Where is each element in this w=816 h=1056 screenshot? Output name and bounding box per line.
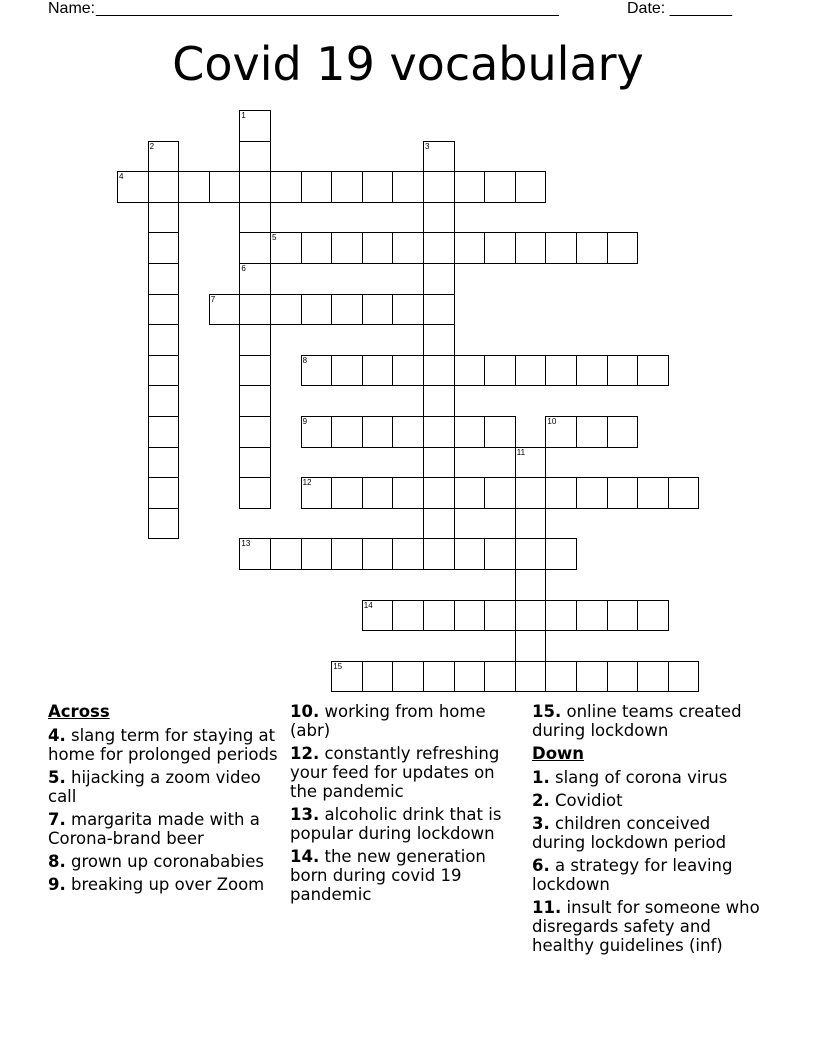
clue-text: working from home (abr) bbox=[290, 702, 486, 740]
crossword-cell[interactable] bbox=[331, 355, 363, 387]
clue-number-label: 3 bbox=[425, 141, 430, 151]
crossword-cell[interactable] bbox=[423, 447, 455, 479]
crossword-cell[interactable] bbox=[545, 477, 577, 509]
clue-text: slang term for staying at home for prolonged periods bbox=[48, 726, 278, 764]
crossword-cell[interactable] bbox=[392, 600, 424, 632]
crossword-cell[interactable] bbox=[484, 232, 516, 264]
crossword-cell[interactable] bbox=[484, 355, 516, 387]
crossword-cell[interactable] bbox=[148, 385, 180, 417]
crossword-cell[interactable] bbox=[454, 600, 486, 632]
crossword-cell[interactable] bbox=[423, 232, 455, 264]
crossword-cell[interactable] bbox=[148, 263, 180, 295]
clue-number: 13. bbox=[290, 805, 320, 824]
crossword-cell[interactable] bbox=[148, 232, 180, 264]
crossword-cell[interactable] bbox=[239, 385, 271, 417]
crossword-cell[interactable] bbox=[423, 171, 455, 203]
clue-number-label: 11 bbox=[516, 447, 526, 457]
name-line[interactable]: ____________________________________________________ bbox=[96, 0, 559, 17]
crossword-cell[interactable] bbox=[423, 324, 455, 356]
across-clue bbox=[290, 847, 520, 904]
crossword-cell[interactable] bbox=[331, 294, 363, 326]
across-clue bbox=[532, 702, 762, 740]
clue-number: 8. bbox=[48, 852, 66, 871]
clue-number: 9. bbox=[48, 875, 66, 894]
crossword-cell[interactable] bbox=[576, 661, 608, 693]
clue-text: children conceived during lockdown period bbox=[532, 814, 727, 852]
crossword-cell[interactable] bbox=[239, 324, 271, 356]
crossword-cell[interactable] bbox=[515, 447, 547, 479]
crossword-cell[interactable] bbox=[454, 538, 486, 570]
clue-text: margarita made with a Corona-brand beer bbox=[48, 810, 260, 848]
down-clue bbox=[532, 814, 762, 852]
crossword-cell[interactable] bbox=[392, 171, 424, 203]
down-clue bbox=[532, 791, 762, 810]
crossword-cell[interactable] bbox=[239, 355, 271, 387]
crossword-cell[interactable] bbox=[239, 202, 271, 234]
worksheet-header bbox=[0, 0, 816, 24]
down-clue bbox=[532, 856, 762, 894]
crossword-cell[interactable] bbox=[239, 447, 271, 479]
crossword-cell[interactable] bbox=[331, 538, 363, 570]
clue-text: breaking up over Zoom bbox=[71, 875, 265, 894]
clue-number: 12. bbox=[290, 744, 320, 763]
crossword-cell[interactable] bbox=[301, 355, 333, 387]
crossword-cell[interactable] bbox=[454, 416, 486, 448]
clue-text: grown up coronababies bbox=[71, 852, 265, 871]
across-clue bbox=[290, 702, 520, 740]
crossword-cell[interactable] bbox=[576, 477, 608, 509]
clue-number-label: 8 bbox=[302, 355, 308, 365]
crossword-cell[interactable] bbox=[362, 171, 394, 203]
crossword-cell[interactable] bbox=[484, 416, 516, 448]
crossword-cell[interactable] bbox=[576, 416, 608, 448]
crossword-cell[interactable] bbox=[362, 232, 394, 264]
clue-number-label: 13 bbox=[241, 539, 251, 549]
across-clue bbox=[290, 805, 520, 843]
crossword-cell[interactable] bbox=[148, 324, 180, 356]
clue-number: 7. bbox=[48, 810, 66, 829]
crossword-cell[interactable] bbox=[117, 171, 149, 203]
crossword-cell[interactable] bbox=[148, 508, 180, 540]
crossword-cell[interactable] bbox=[392, 477, 424, 509]
crossword-cell[interactable] bbox=[301, 171, 333, 203]
crossword-cell[interactable] bbox=[515, 661, 547, 693]
crossword-cell[interactable] bbox=[209, 294, 241, 326]
clue-text: a strategy for leaving lockdown bbox=[532, 856, 733, 894]
crossword-cell[interactable] bbox=[484, 171, 516, 203]
crossword-cell[interactable] bbox=[362, 477, 394, 509]
across-clue bbox=[48, 768, 278, 806]
clue-number-label: 10 bbox=[547, 417, 557, 426]
crossword-cell[interactable] bbox=[178, 171, 210, 203]
crossword-cell[interactable] bbox=[362, 600, 394, 632]
crossword-cell[interactable] bbox=[239, 110, 271, 142]
across-clue bbox=[48, 726, 278, 764]
crossword-cell[interactable] bbox=[607, 600, 639, 632]
crossword-cell[interactable] bbox=[545, 355, 577, 387]
crossword-cell[interactable] bbox=[148, 141, 180, 173]
crossword-cell[interactable] bbox=[362, 661, 394, 693]
crossword-cell[interactable] bbox=[270, 171, 302, 203]
clue-number: 4. bbox=[48, 726, 66, 745]
crossword-cell[interactable] bbox=[637, 661, 669, 693]
crossword-cell[interactable] bbox=[392, 661, 424, 693]
crossword-cell[interactable] bbox=[148, 294, 180, 326]
crossword-cell[interactable] bbox=[392, 294, 424, 326]
clue-number: 1. bbox=[532, 768, 550, 787]
clue-text: the new generation born during covid 19 pandemic bbox=[290, 847, 486, 904]
crossword-cell[interactable] bbox=[423, 538, 455, 570]
crossword-cell[interactable] bbox=[484, 661, 516, 693]
crossword-cell[interactable] bbox=[668, 661, 700, 693]
crossword-cell[interactable] bbox=[607, 416, 639, 448]
crossword-cell[interactable] bbox=[362, 294, 394, 326]
clue-number-label: 7 bbox=[210, 294, 216, 304]
crossword-cell[interactable] bbox=[362, 355, 394, 387]
crossword-cell[interactable] bbox=[301, 477, 333, 509]
crossword-cell[interactable] bbox=[148, 447, 180, 479]
crossword-cell[interactable] bbox=[331, 477, 363, 509]
across-clue bbox=[290, 744, 520, 801]
clue-text: Covidiot bbox=[555, 791, 623, 810]
crossword-cell[interactable] bbox=[576, 355, 608, 387]
clue-number-label: 6 bbox=[241, 264, 246, 273]
crossword-cell[interactable] bbox=[270, 538, 302, 570]
crossword-cell[interactable] bbox=[392, 232, 424, 264]
crossword-cell[interactable] bbox=[515, 569, 547, 601]
crossword-cell[interactable] bbox=[148, 202, 180, 234]
crossword-cell[interactable] bbox=[423, 416, 455, 448]
clue-number-label: 15 bbox=[333, 661, 343, 671]
clue-number-label: 9 bbox=[302, 417, 308, 426]
clue-number: 5. bbox=[48, 768, 66, 787]
crossword-cell[interactable] bbox=[576, 232, 608, 264]
crossword-cell[interactable] bbox=[484, 538, 516, 570]
crossword-cell[interactable] bbox=[545, 600, 577, 632]
crossword-cell[interactable] bbox=[239, 171, 271, 203]
clue-number: 14. bbox=[290, 847, 320, 866]
crossword-cell[interactable] bbox=[239, 232, 271, 264]
crossword-cell[interactable] bbox=[148, 355, 180, 387]
crossword-cell[interactable] bbox=[362, 416, 394, 448]
across-heading: Across bbox=[48, 702, 110, 721]
crossword-cell[interactable] bbox=[209, 171, 241, 203]
crossword-cell[interactable] bbox=[607, 232, 639, 264]
crossword-cell[interactable] bbox=[515, 600, 547, 632]
crossword-cell[interactable] bbox=[331, 416, 363, 448]
clue-number-label: 2 bbox=[149, 141, 155, 151]
clues-column-1 bbox=[48, 702, 278, 898]
crossword-cell[interactable] bbox=[270, 294, 302, 326]
clue-text: insult for someone who disregards safety and healthy guidelines (inf) bbox=[532, 898, 760, 955]
crossword-cell[interactable] bbox=[515, 355, 547, 387]
clue-number-label: 5 bbox=[272, 233, 277, 243]
clue-number: 2. bbox=[532, 791, 550, 810]
crossword-cell[interactable] bbox=[423, 600, 455, 632]
crossword-cell[interactable] bbox=[331, 232, 363, 264]
crossword-cell[interactable] bbox=[454, 477, 486, 509]
crossword-cell[interactable] bbox=[423, 508, 455, 540]
crossword-cell[interactable] bbox=[515, 232, 547, 264]
crossword-cell[interactable] bbox=[515, 538, 547, 570]
crossword-cell[interactable] bbox=[545, 232, 577, 264]
crossword-cell[interactable] bbox=[454, 661, 486, 693]
crossword-cell[interactable] bbox=[423, 294, 455, 326]
across-clue bbox=[48, 875, 278, 894]
clue-number: 3. bbox=[532, 814, 550, 833]
crossword-cell[interactable] bbox=[545, 661, 577, 693]
down-heading: Down bbox=[532, 744, 585, 763]
crossword-cell[interactable] bbox=[362, 538, 394, 570]
across-clue bbox=[48, 810, 278, 848]
crossword-cell[interactable] bbox=[239, 477, 271, 509]
crossword-cell[interactable] bbox=[637, 477, 669, 509]
clue-text: online teams created during lockdown bbox=[532, 702, 742, 740]
crossword-cell[interactable] bbox=[423, 385, 455, 417]
clue-text: constantly refreshing your feed for updates on the pandemic bbox=[290, 744, 500, 801]
crossword-cell[interactable] bbox=[148, 477, 180, 509]
crossword-cell[interactable] bbox=[423, 202, 455, 234]
clue-text: hijacking a zoom video call bbox=[48, 768, 261, 806]
crossword-cell[interactable] bbox=[331, 171, 363, 203]
crossword-cell[interactable] bbox=[454, 355, 486, 387]
crossword-cell[interactable] bbox=[545, 416, 577, 448]
crossword-cell[interactable] bbox=[515, 171, 547, 203]
clues-column-2 bbox=[290, 702, 520, 908]
crossword-cell[interactable] bbox=[607, 355, 639, 387]
crossword-cell[interactable] bbox=[515, 508, 547, 540]
crossword-cell[interactable] bbox=[392, 355, 424, 387]
clue-number: 10. bbox=[290, 702, 320, 721]
date-field[interactable]: Date: _______ bbox=[627, 0, 732, 17]
crossword-cell[interactable] bbox=[301, 232, 333, 264]
crossword-cell[interactable] bbox=[392, 538, 424, 570]
name-label: Name: bbox=[48, 0, 100, 17]
crossword-cell[interactable] bbox=[423, 141, 455, 173]
crossword-cell[interactable] bbox=[423, 355, 455, 387]
crossword-cell[interactable] bbox=[576, 600, 608, 632]
clue-number: 6. bbox=[532, 856, 550, 875]
crossword-cell[interactable] bbox=[515, 630, 547, 662]
crossword-cell[interactable] bbox=[484, 477, 516, 509]
clue-number-label: 14 bbox=[363, 600, 373, 610]
clues-column-3 bbox=[532, 702, 762, 959]
crossword-cell[interactable] bbox=[148, 171, 180, 203]
page-title: Covid 19 vocabulary bbox=[172, 37, 644, 91]
clue-number: 11. bbox=[532, 898, 562, 917]
crossword-cell[interactable] bbox=[423, 661, 455, 693]
crossword-cell[interactable] bbox=[484, 600, 516, 632]
crossword-cell[interactable] bbox=[454, 171, 486, 203]
crossword-cell[interactable] bbox=[637, 355, 669, 387]
clue-text: alcoholic drink that is popular during lockdown bbox=[290, 805, 502, 843]
crossword-cell[interactable] bbox=[423, 263, 455, 295]
crossword-cell[interactable] bbox=[668, 477, 700, 509]
crossword-cell[interactable] bbox=[423, 477, 455, 509]
clue-number-label: 4 bbox=[119, 172, 124, 182]
crossword-cell[interactable] bbox=[301, 538, 333, 570]
crossword-cell[interactable] bbox=[607, 661, 639, 693]
clue-number-label: 12 bbox=[302, 478, 312, 488]
clue-number-label: 1 bbox=[241, 111, 246, 120]
crossword-cell[interactable] bbox=[239, 538, 271, 570]
crossword-cell[interactable] bbox=[637, 600, 669, 632]
crossword-cell[interactable] bbox=[607, 477, 639, 509]
crossword-cell[interactable] bbox=[239, 416, 271, 448]
crossword-cell[interactable] bbox=[545, 538, 577, 570]
crossword-cell[interactable] bbox=[454, 232, 486, 264]
crossword-cell[interactable] bbox=[239, 263, 271, 295]
clue-number: 15. bbox=[532, 702, 562, 721]
down-clue bbox=[532, 768, 762, 787]
crossword-cell[interactable] bbox=[331, 661, 363, 693]
crossword-cell[interactable] bbox=[515, 477, 547, 509]
crossword-cell[interactable] bbox=[301, 294, 333, 326]
across-clue bbox=[48, 852, 278, 871]
crossword-cell[interactable] bbox=[301, 416, 333, 448]
crossword-cell[interactable] bbox=[148, 416, 180, 448]
crossword-cell[interactable] bbox=[270, 232, 302, 264]
down-clue bbox=[532, 898, 762, 955]
crossword-cell[interactable] bbox=[239, 294, 271, 326]
crossword-cell[interactable] bbox=[392, 416, 424, 448]
clue-text: slang of corona virus bbox=[555, 768, 728, 787]
crossword-cell[interactable] bbox=[239, 141, 271, 173]
